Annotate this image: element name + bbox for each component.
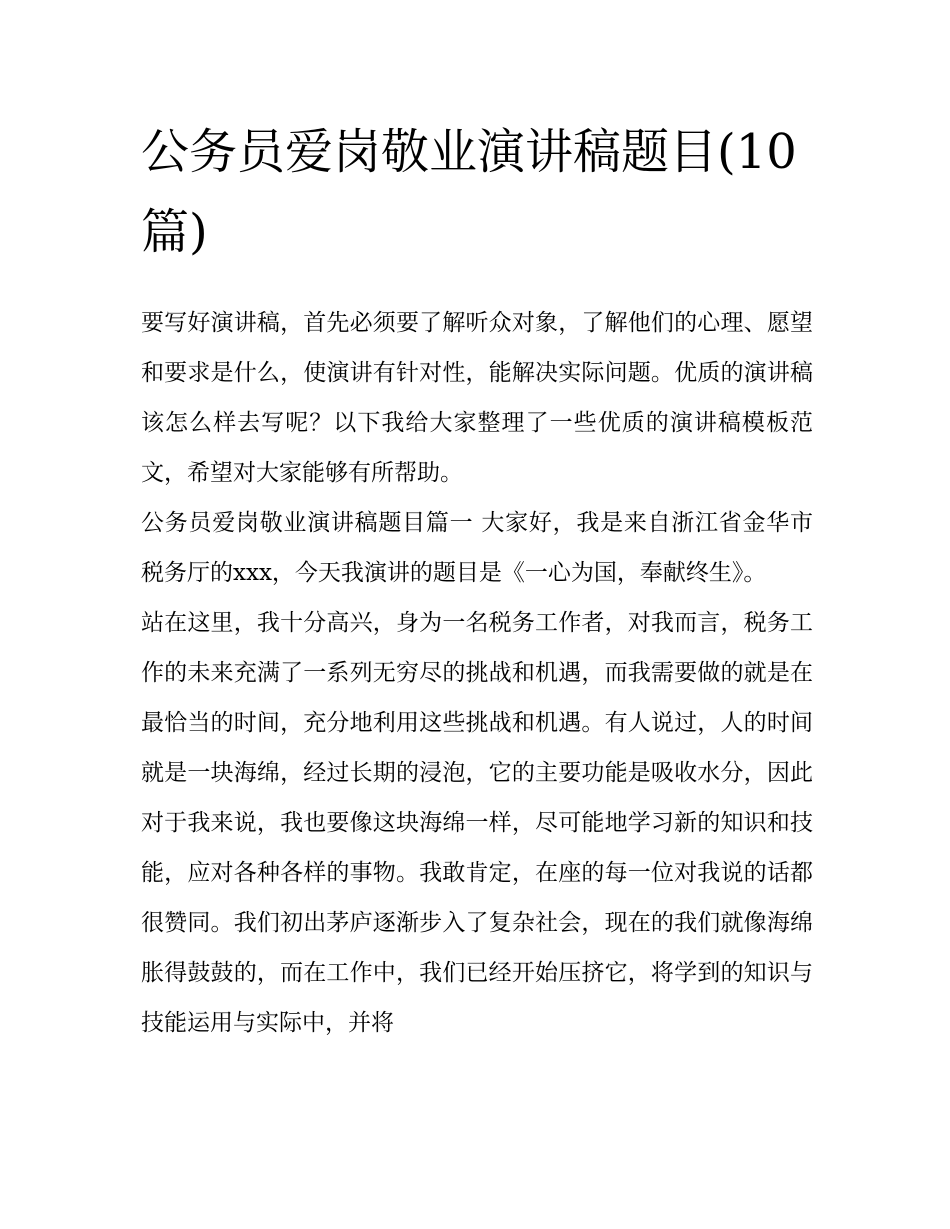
document-page	[141, 112, 813, 1048]
document-title: 公务员爱岗敬业演讲稿题目(10篇)	[141, 124, 797, 260]
paragraph-intro: 要写好演讲稿，首先必须要了解听众对象，了解他们的心理、愿望和要求是什么，使演讲有针对性，能解决实际问题。优质的演讲稿该怎么样去写呢？以下我给大家整理了一些优质的演讲稿模板范文，希望对大家能够有所帮助。	[141, 310, 813, 486]
paragraph-speech-body: 站在这里，我十分高兴，身为一名税务工作者，对我而言，税务工作的未来充满了一系列无穷尽的挑战和机遇，而我需要做的就是在最恰当的时间，充分地利用这些挑战和机遇。有人说过，人的时间就是一块海绵，经过长期的浸泡，它的主要功能是吸收水分，因此对于我来说，我也要像这块海绵一样，尽可能地学习新的知识和技能，应对各种各样的事物。我敢肯定，在座的每一位对我说的话都很赞同。我们初出茅庐逐渐步入了复杂社会，现在的我们就像海绵胀得鼓鼓的，而在工作中，我们已经开始压挤它，将学到的知识与技能运用与实际中，并将	[141, 610, 813, 1036]
paragraph-speech-opening: 公务员爱岗敬业演讲稿题目篇一 大家好，我是来自浙江省金华市税务厅的xxx，今天我演讲的题目是《一心为国，奉献终生》。	[141, 510, 813, 586]
